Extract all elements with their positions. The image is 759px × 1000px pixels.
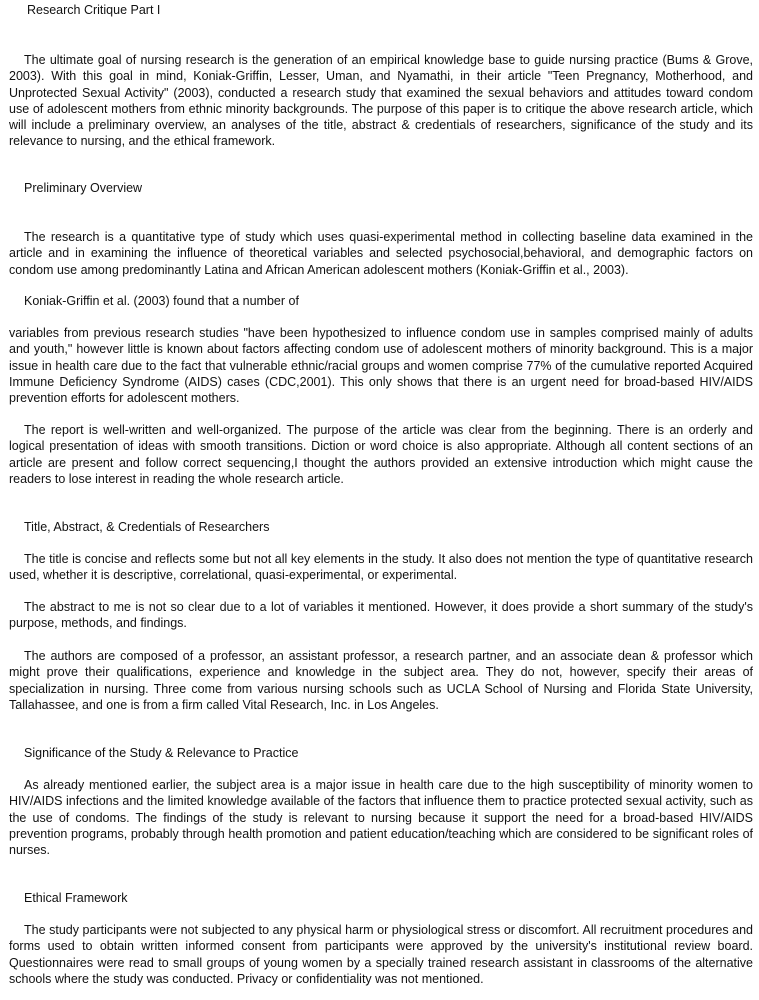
paragraph: The report is well-written and well-organized. The purpose of the article was clear from the beginning. There is an orderly and logical presentation of ideas with smooth transitions. Diction or word choice is also appropriate. Although all content sections of an article are present and follow correct sequencing,I thought the authors provided an extensive introduction which might cause the readers to lose interest in reading the whole research article. [9, 423, 753, 486]
document-title: Research Critique Part I [27, 3, 161, 17]
section-heading-preliminary-overview: Preliminary Overview [24, 181, 143, 195]
paragraph: The study participants were not subjected to any physical harm or physiological stress or discomfort. All recruitment procedures and forms used to obtain written informed consent from participants were approved by the university's institutional review board. Questionnaires were read to small groups of young women by a specially trained research assistant in classrooms of the alternative schools where the study was conducted. Privacy or confidentiality was not mentioned. [9, 923, 753, 986]
section-heading-title-abstract-credentials: Title, Abstract, & Credentials of Researchers [24, 520, 270, 534]
paragraph: The research is a quantitative type of study which uses quasi-experimental method in collecting baseline data examined in the article and in examining the influence of theoretical variables and selected psychosocial,behavioral, and demographic factors on condom use among predominantly Latina and African American adolescent mothers (Koniak-Griffin et al., 2003). [9, 230, 753, 277]
paragraph: The title is concise and reflects some but not all key elements in the study. It also does not mention the type of quantitative research used, whether it is descriptive, correlational, quasi-experimental, or experimental. [9, 552, 753, 583]
intro-paragraph: The ultimate goal of nursing research is the generation of an empirical knowledge base to guide nursing practice (Bums & Grove, 2003). With this goal in mind, Koniak-Griffin, Lesser, Uman, and Nyamathi, in their article "Teen Pregnancy, Motherhood, and Unprotected Sexual Activity" (2003), conducted a research study that examined the sexual behaviors and attitudes toward condom use of adolescent mothers from ethnic minority backgrounds. The purpose of this paper is to critique the above research article, which will include a preliminary overview, an analyses of the title, abstract & credentials of researchers, significance of the study and its relevance to nursing, and the ethical framework. [9, 53, 753, 149]
paragraph: As already mentioned earlier, the subject area is a major issue in health care due to the high susceptibility of minority women to HIV/AIDS infections and the limited knowledge available of the factors that influence them to practice protected sexual activity, such as the use of condoms. The findings of the study is relevant to nursing because it support the need for a broad-based HIV/AIDS prevention programs, probably through health promotion and patient education/teaching which are considered to be significant roles of nurses. [9, 778, 753, 858]
paragraph: The authors are composed of a professor, an assistant professor, a research partner, and an associate dean & professor which might prove their qualifications, experience and knowledge in the subject area. They do not, however, specify their areas of specialization in nursing. Three come from various nursing schools such as UCLA School of Nursing and Florida State University, Tallahassee, and one is from a firm called Vital Research, Inc. in Los Angeles. [9, 649, 753, 712]
section-heading-significance: Significance of the Study & Relevance to Practice [24, 746, 299, 760]
paragraph: The abstract to me is not so clear due to a lot of variables it mentioned. However, it does provide a short summary of the study's purpose, methods, and findings. [9, 600, 753, 631]
section-heading-ethical-framework: Ethical Framework [24, 891, 128, 905]
paragraph: variables from previous research studies "have been hypothesized to influence condom use in samples comprised mainly of adults and youth," however little is known about factors affecting condom use of adolescent mothers of minority background. This is a major issue in health care due to the fact that vulnerable ethnic/racial groups and women comprise 77% of the cumulative reported Acquired Immune Deficiency Syndrome (AIDS) cases (CDC,2001). This only shows that there is an urgent need for broad-based HIV/AIDS prevention efforts for adolescent mothers. [9, 326, 753, 406]
paragraph: Koniak-Griffin et al. (2003) found that a number of [24, 294, 299, 308]
